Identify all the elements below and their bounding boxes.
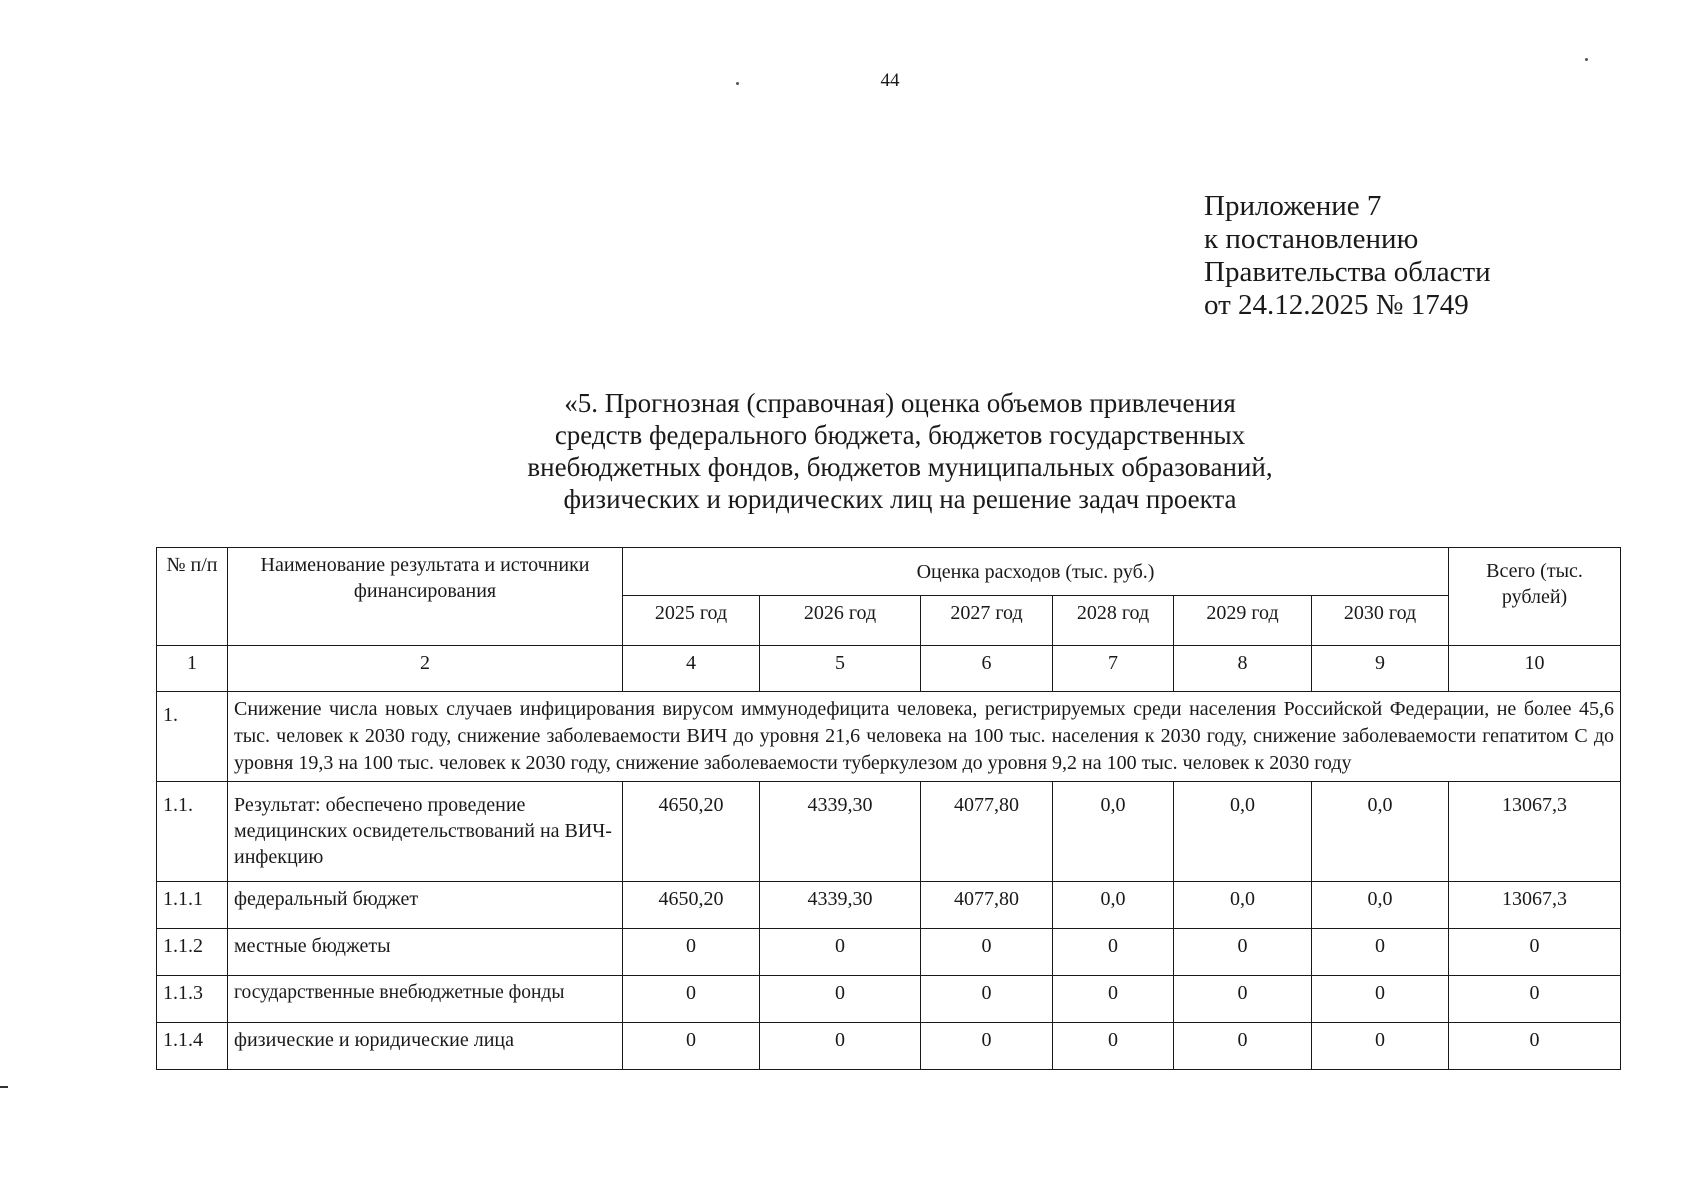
row-name: Результат: обеспечено проведение медицинских освидетельствований на ВИЧ-инфекцию [228,782,623,882]
title-line: внебюджетных фондов, бюджетов муниципальных образований, [527,452,1273,482]
header-total: Всего (тыс. рублей) [1449,548,1621,646]
appendix-line: Приложение 7 [1204,190,1382,222]
header-year: 2029 год [1174,596,1312,646]
cell-value: 0 [1053,929,1174,976]
task-number: 1. [157,692,228,782]
cell-value: 0 [760,976,921,1023]
appendix-block [1204,190,1491,322]
column-number: 10 [1449,646,1621,692]
scan-speck [736,82,739,85]
cell-value: 0,0 [1312,782,1449,882]
budget-table [156,547,1621,1070]
task-description: Снижение числа новых случаев инфицирования вирусом иммунодефицита человека, регистрируемых среди населения Российской Федерации, не более 45,6 тыс. человек к 2030 году, снижение заболеваемости ВИЧ до уровня 21,6 человека на 100 тыс. населения к 2030 году, снижение заболеваемости гепатитом С до уровня 19,3 на 100 тыс. человек к 2030 году, снижение заболеваемости туберкулезом до уровня 9,2 на 100 тыс. человек к 2030 году [228,692,1621,782]
cell-value: 0 [921,1023,1053,1070]
cell-total: 0 [1449,1023,1621,1070]
header-year: 2030 год [1312,596,1449,646]
row-number: 1.1.1 [157,882,228,929]
header-no: № п/п [157,548,228,646]
cell-total: 13067,3 [1449,782,1621,882]
header-estimate: Оценка расходов (тыс. руб.) [623,548,1449,596]
header-year: 2027 год [921,596,1053,646]
cell-value: 0 [1174,976,1312,1023]
title-line: средств федерального бюджета, бюджетов государственных [554,420,1246,450]
cell-value: 0 [1174,1023,1312,1070]
cell-value: 0,0 [1174,782,1312,882]
row-name: местные бюджеты [228,929,623,976]
cell-value: 0 [1312,1023,1449,1070]
row-number: 1.1.4 [157,1023,228,1070]
cell-total: 0 [1449,929,1621,976]
appendix-line: к постановлению [1204,223,1419,255]
section-title [440,387,1360,515]
column-number: 4 [623,646,760,692]
cell-value: 0 [1312,976,1449,1023]
table-row [157,882,1621,929]
row-number: 1.1.2 [157,929,228,976]
page-number: 44 [880,70,900,91]
header-year: 2028 год [1053,596,1174,646]
cell-total: 0 [1449,976,1621,1023]
column-number: 8 [1174,646,1312,692]
cell-value: 0 [1053,1023,1174,1070]
cell-value: 4339,30 [760,882,921,929]
cell-value: 0,0 [1312,882,1449,929]
cell-value: 4650,20 [623,782,760,882]
table-row [157,782,1621,882]
cell-value: 0 [1312,929,1449,976]
header-year: 2026 год [760,596,921,646]
cell-value: 0 [760,929,921,976]
cell-value: 4339,30 [760,782,921,882]
cell-value: 0,0 [1174,882,1312,929]
title-line: «5. Прогнозная (справочная) оценка объемов привлечения [564,388,1236,418]
cell-value: 0,0 [1053,882,1174,929]
cell-value: 0 [1053,976,1174,1023]
cell-value: 0 [921,976,1053,1023]
cell-value: 0,0 [1053,782,1174,882]
column-number: 1 [157,646,228,692]
cell-total: 13067,3 [1449,882,1621,929]
row-name: государственные внебюджетные фонды [228,976,623,1023]
cell-value: 0 [623,1023,760,1070]
table-row [157,1023,1621,1070]
column-number: 6 [921,646,1053,692]
row-name: физические и юридические лица [228,1023,623,1070]
cell-value: 0 [1174,929,1312,976]
cell-value: 4077,80 [921,882,1053,929]
margin-mark [0,1086,8,1088]
row-name: федеральный бюджет [228,882,623,929]
appendix-line: Правительства области [1204,256,1491,288]
row-number: 1.1. [157,782,228,882]
header-name: Наименование результата и источники финансирования [228,548,623,646]
cell-value: 0 [623,976,760,1023]
column-number: 7 [1053,646,1174,692]
table-row [157,976,1621,1023]
column-number: 5 [760,646,921,692]
cell-value: 0 [623,929,760,976]
header-year: 2025 год [623,596,760,646]
cell-value: 4650,20 [623,882,760,929]
cell-value: 4077,80 [921,782,1053,882]
column-number: 2 [228,646,623,692]
cell-value: 0 [921,929,1053,976]
cell-value: 0 [760,1023,921,1070]
title-line: физических и юридических лиц на решение задач проекта [563,484,1237,514]
table-row [157,929,1621,976]
row-number: 1.1.3 [157,976,228,1023]
task-row [157,692,1621,782]
column-number: 9 [1312,646,1449,692]
scan-speck [1585,58,1588,61]
appendix-line: от 24.12.2025 № 1749 [1204,289,1469,321]
